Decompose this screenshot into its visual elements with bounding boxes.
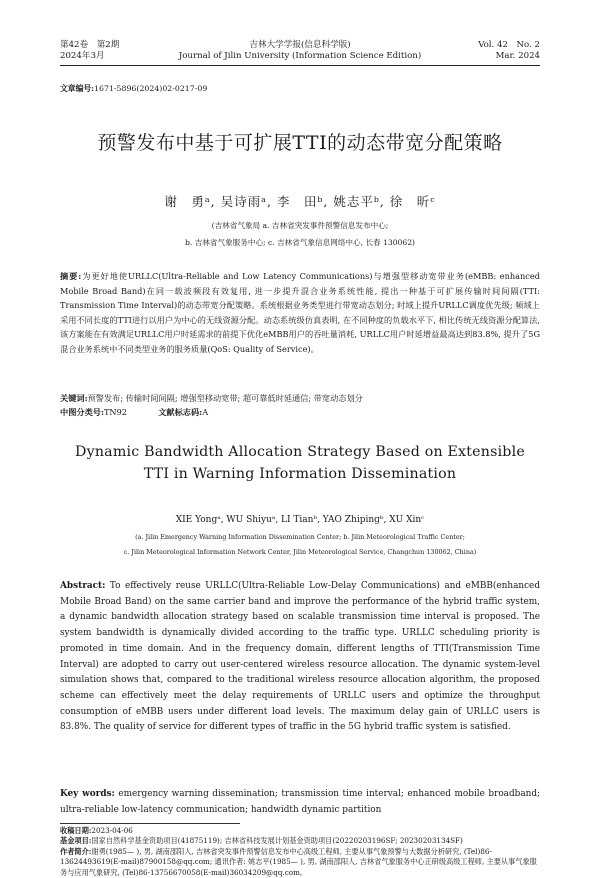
title-cn: 预警发布中基于可扩展TTI的动态带宽分配策略 [97,132,503,154]
abstract-cn-label: 摘要: [60,271,82,281]
article-id-label: 文章编号: [60,84,95,93]
abstract-en-text: To effectively reuse URLLC(Ultra-Reliable Low-Delay Communications) and eMBB(enhanced Mobile Broad Band) on the same carrier band and improve the performance of the hybrid traffic system, a dynamic bandwidth allocation strategy based on scalable transmission time interval is proposed. The system bandwidth is dynamically divided according to the traffic type. URLLC scheduling priority is promoted in time domain. And in the frequency domain, different lengths of TTI(Transmission Time Interval) are adopted to carry out user-centered wireless resource allocation. The dynamic system-level simulation shows that, compared to the traditional wireless resource allocation algorithm, the proposed scheme can effectively meet the delay requirements of URLLC users and optimize the throughput consumption of eMBB users under different load levels. The maximum delay gain of URLLC users is 83.8%. The quality of service for different types of traffic in the 5G hybrid traffic system is satisfied. [60,581,540,733]
header-rule [60,65,540,66]
article-id [60,83,207,94]
abstract-cn [60,269,540,357]
volume-en: Vol. 42 No. 2 [478,40,540,50]
doc-code-value: A [202,407,209,417]
author-bio-value: 谢勇(1985— ), 男, 湖南邵阳人, 吉林省突发事件预警信息发布中心高级工程师, 主要从事气象预警与大数据分析研究, (Tel)86-13624493619(E-mail)87900158@qq.com; 通讯作者: 姚志平(1985— ), 男, 湖南邵阳人, 吉林省气象服务中心正研级高级工程师, 主要从事气象服务与应用气象研究, (Tel)86-13756670058(E-mail)36034209@qq.com。 [60,846,537,877]
footnotes [60,826,540,878]
abstract-en-label: Abstract: [60,581,106,591]
header-center [160,40,440,62]
doc-code-label: 文献标志码: [158,407,203,417]
clc-value: TN92 [103,407,128,417]
journal-name-cn: 吉林大学学报(信息科学版) [249,40,351,50]
affiliations-cn [60,219,540,249]
keywords-cn-text: 预警发布; 传输时间间隔; 增强型移动宽带; 超可靠低时延通信; 带宽动态划分 [87,393,363,403]
title-en-line-1: Dynamic Bandwidth Allocation Strategy Based on Extensible [75,444,525,460]
keywords-cn [60,392,540,405]
received-value: 2023-04-06 [91,826,133,835]
header-right [420,40,540,62]
authors-en: XIE Yongᵃ, WU Shiyuᵃ, LI Tianᵇ, YAO Zhipingᵇ, XU Xinᶜ [175,515,425,525]
keywords-cn-label: 关键词: [60,393,88,403]
funding-label: 基金项目: [60,836,92,846]
authors-cn: 谢 勇ᵃ, 吴诗雨ᵃ, 李 田ᵇ, 姚志平ᵇ, 徐 昕ᶜ [164,194,436,209]
keywords-en-label: Key words: [60,789,115,799]
keywords-en [60,787,540,818]
article-id-value: 1671-5896(2024)02-0217-09 [94,84,208,93]
classification [60,406,540,419]
journal-name-en: Journal of Jilin University (Information Science Edition) [178,51,422,61]
title-en [60,441,540,485]
author-bio-label: 作者简介: [60,846,92,856]
clc-label: 中图分类号: [60,407,104,417]
date-en: Mar. 2024 [495,51,540,61]
affiliations-en [60,530,540,560]
affiliation-en-line-2: c. Jilin Meteorological Information Network Center, Jilin Meteorological Service, Changchun 130062, China) [123,548,477,556]
volume-cn: 第42卷 第2期 [60,40,120,50]
affiliation-cn-line-2: b. 吉林省气象服务中心; c. 吉林省气象信息网络中心, 长春 130062) [185,238,415,247]
affiliation-cn-line-1: (吉林省气象局 a. 吉林省突发事件预警信息发布中心; [211,221,389,230]
footnote-rule [60,823,240,824]
abstract-cn-text: 为更好地使URLLC(Ultra-Reliable and Low Latency Communications)与增强型移动宽带业务(eMBB: enhanced Mobile Broad Band)在同一载波频段有效复用, 进一步提升混合业务系统性能, 提出一种基于可扩展传输时间间隔(TTI: Transmission Time Interval)的动态带宽分配策略。系统根据业务类型进行带宽动态划分; 时域上提升URLLC调度优先级; 频域上采用不同长度的TTI进行以用户为中心的无线资源分配。动态系统级仿真表明, 在不同种度的负载水平下, 相比传统无线资源分配算法, 该方案能在有效满足URLLC用户时延需求的前提下优化eMBB用户的吞吐量消耗, URLLC用户时延增益最高达到83.8%, 提升了5G混合业务系统中不同类型业务的服务质量(QoS: Quality of Service)。 [60,271,540,354]
affiliation-en-line-1: (a. Jilin Emergency Warning Information Dissemination Center; b. Jilin Meteorological Traffic Center; [135,533,465,541]
abstract-en [60,579,540,736]
funding-value: 国家自然科学基金资助项目(41875119); 吉林省科技发展计划基金资助项目(20220203196SF; 20230203134SF) [91,836,463,846]
received-date [60,826,540,836]
received-label: 收稿日期: [60,826,92,835]
keywords-en-text: emergency warning dissemination; transmission time interval; enhanced mobile broadband; ultra-reliable low-latency communication; handwidth dynamic partition [60,789,540,815]
date-cn: 2024年3月 [60,51,105,61]
funding [60,836,540,846]
author-bio [60,847,540,878]
title-en-line-2: TTI in Warning Information Dissemination [143,466,457,482]
